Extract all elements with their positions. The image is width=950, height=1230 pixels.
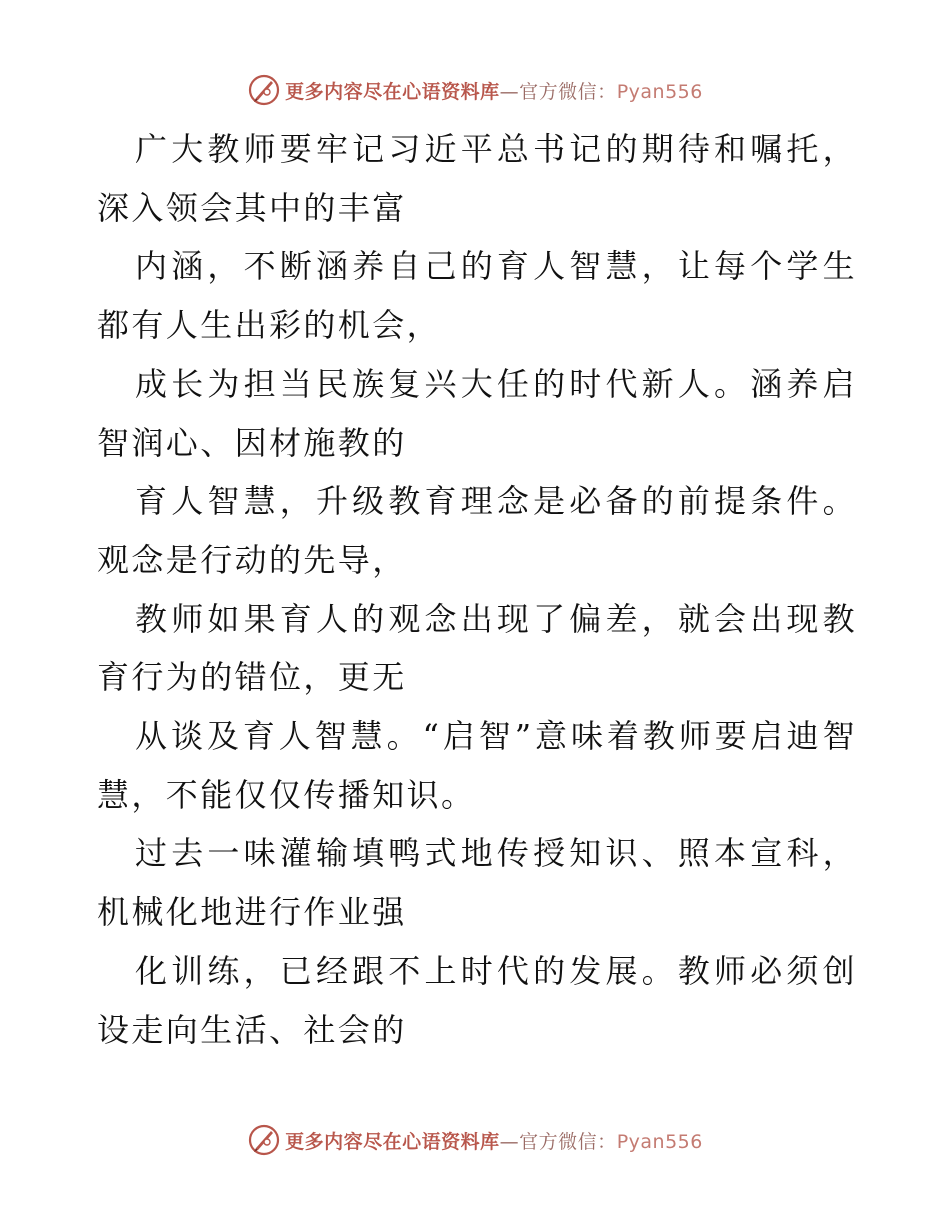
watermark-site-text: 更多内容尽在心语资料库 bbox=[285, 80, 500, 103]
quill-pen-circle-icon bbox=[247, 1123, 281, 1157]
footer-watermark bbox=[0, 1120, 950, 1160]
watermark-text bbox=[285, 1127, 703, 1154]
watermark-site-text: 更多内容尽在心语资料库 bbox=[285, 1130, 500, 1153]
paragraph: 成长为担当民族复兴大任的时代新人。涵养启智润心、因材施教的 bbox=[97, 364, 857, 462]
paragraph: 从谈及育人智慧。“启智”意味着教师要启迪智慧，不能仅仅传播知识。 bbox=[97, 717, 857, 814]
paragraph: 内涵，不断涵养自己的育人智慧，让每个学生都有人生出彩的机会， bbox=[97, 247, 857, 345]
quill-pen-circle-icon bbox=[247, 73, 281, 107]
watermark-wechat-label: 官方微信： bbox=[519, 80, 617, 103]
watermark-wechat-label: 官方微信： bbox=[519, 1130, 617, 1153]
watermark-wechat-id: Pyan556 bbox=[616, 1130, 703, 1153]
header-watermark bbox=[0, 70, 950, 110]
document-body bbox=[97, 120, 857, 1059]
paragraph: 过去一味灌输填鸭式地传授知识、照本宣科，机械化地进行作业强 bbox=[97, 834, 857, 932]
watermark-separator: — bbox=[499, 1130, 520, 1153]
watermark-wechat-id: Pyan556 bbox=[616, 80, 703, 103]
watermark-text bbox=[285, 77, 703, 104]
paragraph: 化训练，已经跟不上时代的发展。教师必须创设走向生活、社会的 bbox=[97, 951, 857, 1049]
paragraph: 育人智慧，升级教育理念是必备的前提条件。观念是行动的先导， bbox=[97, 482, 857, 579]
paragraph: 广大教师要牢记习近平总书记的期待和嘱托，深入领会其中的丰富 bbox=[97, 130, 857, 227]
watermark-separator: — bbox=[499, 80, 520, 103]
paragraph: 教师如果育人的观念出现了偏差，就会出现教育行为的错位，更无 bbox=[97, 599, 857, 697]
